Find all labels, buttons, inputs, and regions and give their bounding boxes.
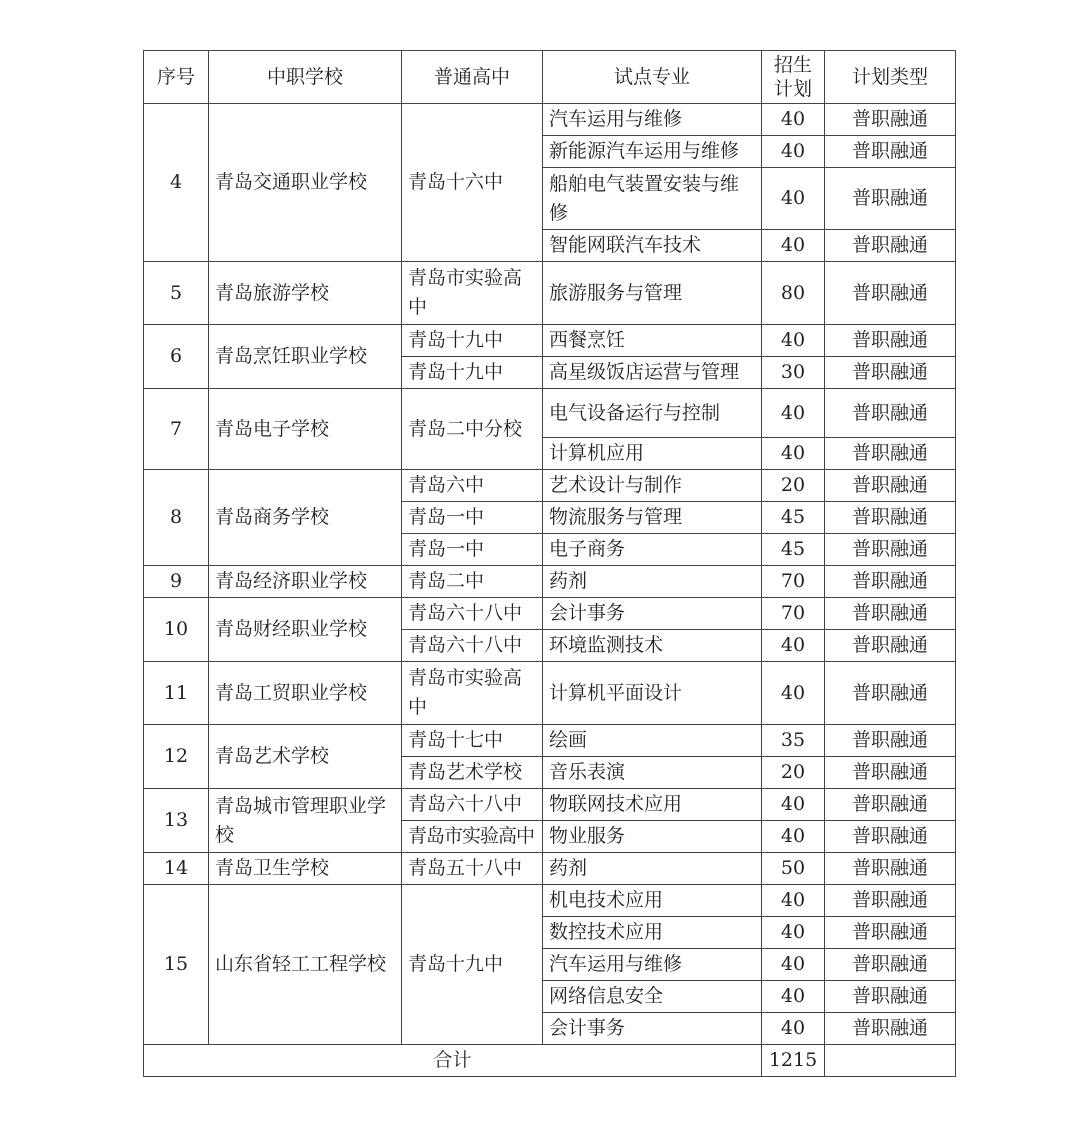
- seq-cell: 8: [144, 470, 209, 566]
- table-row: [144, 853, 956, 885]
- plan-type-cell: 普职融通: [825, 853, 956, 885]
- major-cell: 高星级饭店运营与管理: [543, 357, 762, 389]
- school-cell: 青岛经济职业学校: [209, 566, 402, 598]
- seq-cell: 11: [144, 662, 209, 725]
- plan-type-cell: 普职融通: [825, 662, 956, 725]
- quota-cell: 40: [762, 949, 825, 981]
- major-cell: 会计事务: [543, 1013, 762, 1045]
- plan-type-cell: 普职融通: [825, 438, 956, 470]
- quota-cell: 40: [762, 630, 825, 662]
- major-cell: 环境监测技术: [543, 630, 762, 662]
- plan-type-cell: 普职融通: [825, 534, 956, 566]
- header-row: [144, 51, 956, 104]
- table-row: [144, 325, 956, 357]
- major-cell: 艺术设计与制作: [543, 470, 762, 502]
- table-row: [144, 566, 956, 598]
- major-cell: 西餐烹饪: [543, 325, 762, 357]
- school-cell: 青岛工贸职业学校: [209, 662, 402, 725]
- high-school-cell: 青岛市实验高中: [402, 662, 543, 725]
- table-row: [144, 470, 956, 502]
- school-cell: 青岛卫生学校: [209, 853, 402, 885]
- plan-type-cell: 普职融通: [825, 885, 956, 917]
- high-school-cell: 青岛二中: [402, 566, 543, 598]
- major-cell: 数控技术应用: [543, 917, 762, 949]
- plan-type-cell: 普职融通: [825, 917, 956, 949]
- header-plan-type: 计划类型: [825, 51, 956, 104]
- major-cell: 物业服务: [543, 821, 762, 853]
- school-cell: 青岛交通职业学校: [209, 104, 402, 262]
- quota-cell: 70: [762, 566, 825, 598]
- seq-cell: 15: [144, 885, 209, 1045]
- plan-type-cell: 普职融通: [825, 357, 956, 389]
- plan-type-cell: 普职融通: [825, 502, 956, 534]
- table-row: [144, 789, 956, 821]
- quota-cell: 40: [762, 389, 825, 438]
- plan-type-cell: 普职融通: [825, 630, 956, 662]
- school-cell: 青岛电子学校: [209, 389, 402, 470]
- major-cell: 电气设备运行与控制: [543, 389, 762, 438]
- major-cell: 新能源汽车运用与维修: [543, 136, 762, 168]
- high-school-cell: 青岛一中: [402, 502, 543, 534]
- plan-type-cell: 普职融通: [825, 757, 956, 789]
- school-cell: 山东省轻工工程学校: [209, 885, 402, 1045]
- high-school-cell: 青岛二中分校: [402, 389, 543, 470]
- quota-cell: 40: [762, 917, 825, 949]
- table-row: [144, 885, 956, 917]
- header-high-school: 普通高中: [402, 51, 543, 104]
- plan-type-cell: 普职融通: [825, 981, 956, 1013]
- header-seq: 序号: [144, 51, 209, 104]
- header-major: 试点专业: [543, 51, 762, 104]
- high-school-cell: 青岛艺术学校: [402, 757, 543, 789]
- major-cell: 会计事务: [543, 598, 762, 630]
- quota-cell: 20: [762, 470, 825, 502]
- quota-cell: 40: [762, 662, 825, 725]
- plan-type-cell: 普职融通: [825, 470, 956, 502]
- major-cell: 旅游服务与管理: [543, 262, 762, 325]
- plan-type-cell: 普职融通: [825, 1013, 956, 1045]
- school-cell: 青岛艺术学校: [209, 725, 402, 789]
- table-row: [144, 662, 956, 725]
- major-cell: 药剂: [543, 853, 762, 885]
- high-school-cell: 青岛一中: [402, 534, 543, 566]
- high-school-cell: 青岛六十八中: [402, 598, 543, 630]
- major-cell: 汽车运用与维修: [543, 949, 762, 981]
- table-row: [144, 598, 956, 630]
- quota-cell: 35: [762, 725, 825, 757]
- quota-cell: 40: [762, 821, 825, 853]
- table-row: [144, 104, 956, 136]
- plan-type-cell: 普职融通: [825, 949, 956, 981]
- high-school-cell: 青岛六十八中: [402, 789, 543, 821]
- plan-type-cell: 普职融通: [825, 789, 956, 821]
- seq-cell: 14: [144, 853, 209, 885]
- total-plan-type: [825, 1045, 956, 1077]
- total-label: 合计: [144, 1045, 762, 1077]
- quota-cell: 40: [762, 325, 825, 357]
- major-cell: 机电技术应用: [543, 885, 762, 917]
- plan-type-cell: 普职融通: [825, 325, 956, 357]
- quota-cell: 20: [762, 757, 825, 789]
- seq-cell: 10: [144, 598, 209, 662]
- plan-type-cell: 普职融通: [825, 104, 956, 136]
- quota-cell: 30: [762, 357, 825, 389]
- plan-type-cell: 普职融通: [825, 230, 956, 262]
- plan-type-cell: 普职融通: [825, 598, 956, 630]
- quota-cell: 40: [762, 981, 825, 1013]
- seq-cell: 6: [144, 325, 209, 389]
- high-school-cell: 青岛市实验高中: [402, 262, 543, 325]
- seq-cell: 5: [144, 262, 209, 325]
- major-cell: 药剂: [543, 566, 762, 598]
- plan-type-cell: 普职融通: [825, 566, 956, 598]
- plan-type-cell: 普职融通: [825, 821, 956, 853]
- high-school-cell: 青岛十九中: [402, 325, 543, 357]
- seq-cell: 7: [144, 389, 209, 470]
- high-school-cell: 青岛六中: [402, 470, 543, 502]
- seq-cell: 4: [144, 104, 209, 262]
- table-row: [144, 389, 956, 438]
- high-school-cell: 青岛十九中: [402, 885, 543, 1045]
- quota-cell: 40: [762, 789, 825, 821]
- high-school-cell: 青岛十六中: [402, 104, 543, 262]
- total-quota: 1215: [762, 1045, 825, 1077]
- quota-cell: 40: [762, 136, 825, 168]
- header-quota: 招生计划: [762, 51, 825, 104]
- seq-cell: 12: [144, 725, 209, 789]
- major-cell: 计算机平面设计: [543, 662, 762, 725]
- quota-cell: 70: [762, 598, 825, 630]
- major-cell: 物联网技术应用: [543, 789, 762, 821]
- quota-cell: 40: [762, 885, 825, 917]
- plan-type-cell: 普职融通: [825, 136, 956, 168]
- quota-cell: 40: [762, 438, 825, 470]
- high-school-cell: 青岛五十八中: [402, 853, 543, 885]
- table-row: [144, 262, 956, 325]
- quota-cell: 40: [762, 168, 825, 230]
- major-cell: 绘画: [543, 725, 762, 757]
- major-cell: 音乐表演: [543, 757, 762, 789]
- high-school-cell: 青岛市实验高中: [402, 821, 543, 853]
- table-row: [144, 725, 956, 757]
- major-cell: 汽车运用与维修: [543, 104, 762, 136]
- quota-cell: 40: [762, 1013, 825, 1045]
- major-cell: 智能网联汽车技术: [543, 230, 762, 262]
- major-cell: 物流服务与管理: [543, 502, 762, 534]
- school-cell: 青岛旅游学校: [209, 262, 402, 325]
- quota-cell: 45: [762, 534, 825, 566]
- plan-type-cell: 普职融通: [825, 389, 956, 438]
- quota-cell: 40: [762, 230, 825, 262]
- plan-type-cell: 普职融通: [825, 168, 956, 230]
- high-school-cell: 青岛十九中: [402, 357, 543, 389]
- quota-cell: 45: [762, 502, 825, 534]
- enrollment-plan-table: [143, 50, 956, 1077]
- major-cell: 计算机应用: [543, 438, 762, 470]
- quota-cell: 40: [762, 104, 825, 136]
- plan-type-cell: 普职融通: [825, 725, 956, 757]
- header-school: 中职学校: [209, 51, 402, 104]
- major-cell: 船舶电气装置安装与维修: [543, 168, 762, 230]
- school-cell: 青岛城市管理职业学校: [209, 789, 402, 853]
- school-cell: 青岛财经职业学校: [209, 598, 402, 662]
- quota-cell: 50: [762, 853, 825, 885]
- major-cell: 电子商务: [543, 534, 762, 566]
- total-row: [144, 1045, 956, 1077]
- high-school-cell: 青岛六十八中: [402, 630, 543, 662]
- school-cell: 青岛商务学校: [209, 470, 402, 566]
- seq-cell: 13: [144, 789, 209, 853]
- school-cell: 青岛烹饪职业学校: [209, 325, 402, 389]
- seq-cell: 9: [144, 566, 209, 598]
- plan-type-cell: 普职融通: [825, 262, 956, 325]
- quota-cell: 80: [762, 262, 825, 325]
- major-cell: 网络信息安全: [543, 981, 762, 1013]
- high-school-cell: 青岛十七中: [402, 725, 543, 757]
